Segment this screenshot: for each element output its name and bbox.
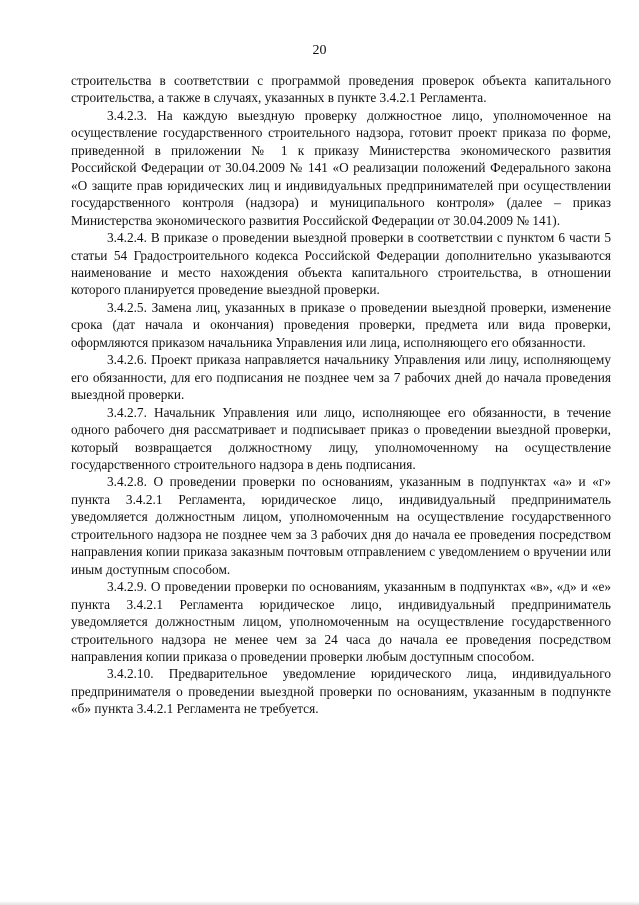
paragraph-continuation: строительства в соответствии с программой проведения проверок объекта капитального строительства, а также в случаях, указанных в пункте 3.4.2.1 Регламента. [71, 73, 611, 106]
paragraph-3-4-2-10: 3.4.2.10. Предварительное уведомление юридического лица, индивидуального предпринимателя о проведении выездной проверки по основаниям, указанным в подпункте «б» пункта 3.4.2.1 Регламента не требуется. [71, 666, 611, 717]
paragraph-3-4-2-9: 3.4.2.9. О проведении проверки по основаниям, указанным в подпунктах «в», «д» и «е» пункта 3.4.2.1 Регламента юридическое лицо, индивидуальный предприниматель уведомляется должностным лицом, уполномоченным на осуществление государственного строительного надзора не менее чем за 24 часа до начала ее проведения посредством направления копии приказа о проведении проверки любым доступным способом. [71, 579, 611, 664]
paragraph-3-4-2-4: 3.4.2.4. В приказе о проведении выездной проверки в соответствии с пунктом 6 части 5 статьи 54 Градостроительного кодекса Российской Федерации дополнительно указываются наименование и место нахождения объекта капитального строительства, в отношении которого планируется проведение выездной проверки. [71, 230, 611, 298]
scan-bottom-edge [0, 901, 639, 905]
paragraph-3-4-2-3: 3.4.2.3. На каждую выездную проверку должностное лицо, уполномоченное на осуществление государственного строительного надзора, готовит проект приказа по форме, приведенной в приложении № 1 к приказу Министерства экономического развития Российской Федерации от 30.04.2009 № 141 «О реализации положений Федерального закона «О защите прав юридических лиц и индивидуальных предпринимателей при осуществлении государственного контроля (надзора) и муниципального контроля» (далее – приказ Министерства экономического развития Российской Федерации от 30.04.2009 № 141). [71, 107, 611, 228]
page-number: 20 [312, 43, 327, 58]
paragraph-3-4-2-8: 3.4.2.8. О проведении проверки по основаниям, указанным в подпунктах «а» и «г» пункта 3.4.2.1 Регламента, юридическое лицо, индивидуальный предприниматель уведомляется должностным лицом, уполномоченным на осуществление государственного строительного надзора не позднее чем за 3 рабочих дня до начала ее проведения посредством направления копии приказа заказным почтовым отправлением с уведомлением о вручении или иным доступным способом. [71, 474, 611, 577]
document-body [71, 72, 611, 718]
paragraph-3-4-2-6: 3.4.2.6. Проект приказа направляется начальнику Управления или лицу, исполняющему его обязанности, для его подписания не позднее чем за 7 рабочих дней до начала проведения выездной проверки. [71, 352, 611, 403]
paragraph-3-4-2-7: 3.4.2.7. Начальник Управления или лицо, исполняющее его обязанности, в течение одного рабочего дня рассматривает и подписывает приказ о проведении выездной проверки, который возвращается должностному лицу, уполномоченному на осуществление государственного строительного надзора в день подписания. [71, 404, 611, 472]
paragraph-3-4-2-5: 3.4.2.5. Замена лиц, указанных в приказе о проведении выездной проверки, изменение срока (дат начала и окончания) проведения проверки, предмета или вида проверки, оформляются приказом начальника Управления или лица, исполняющего его обязанности. [71, 299, 611, 350]
